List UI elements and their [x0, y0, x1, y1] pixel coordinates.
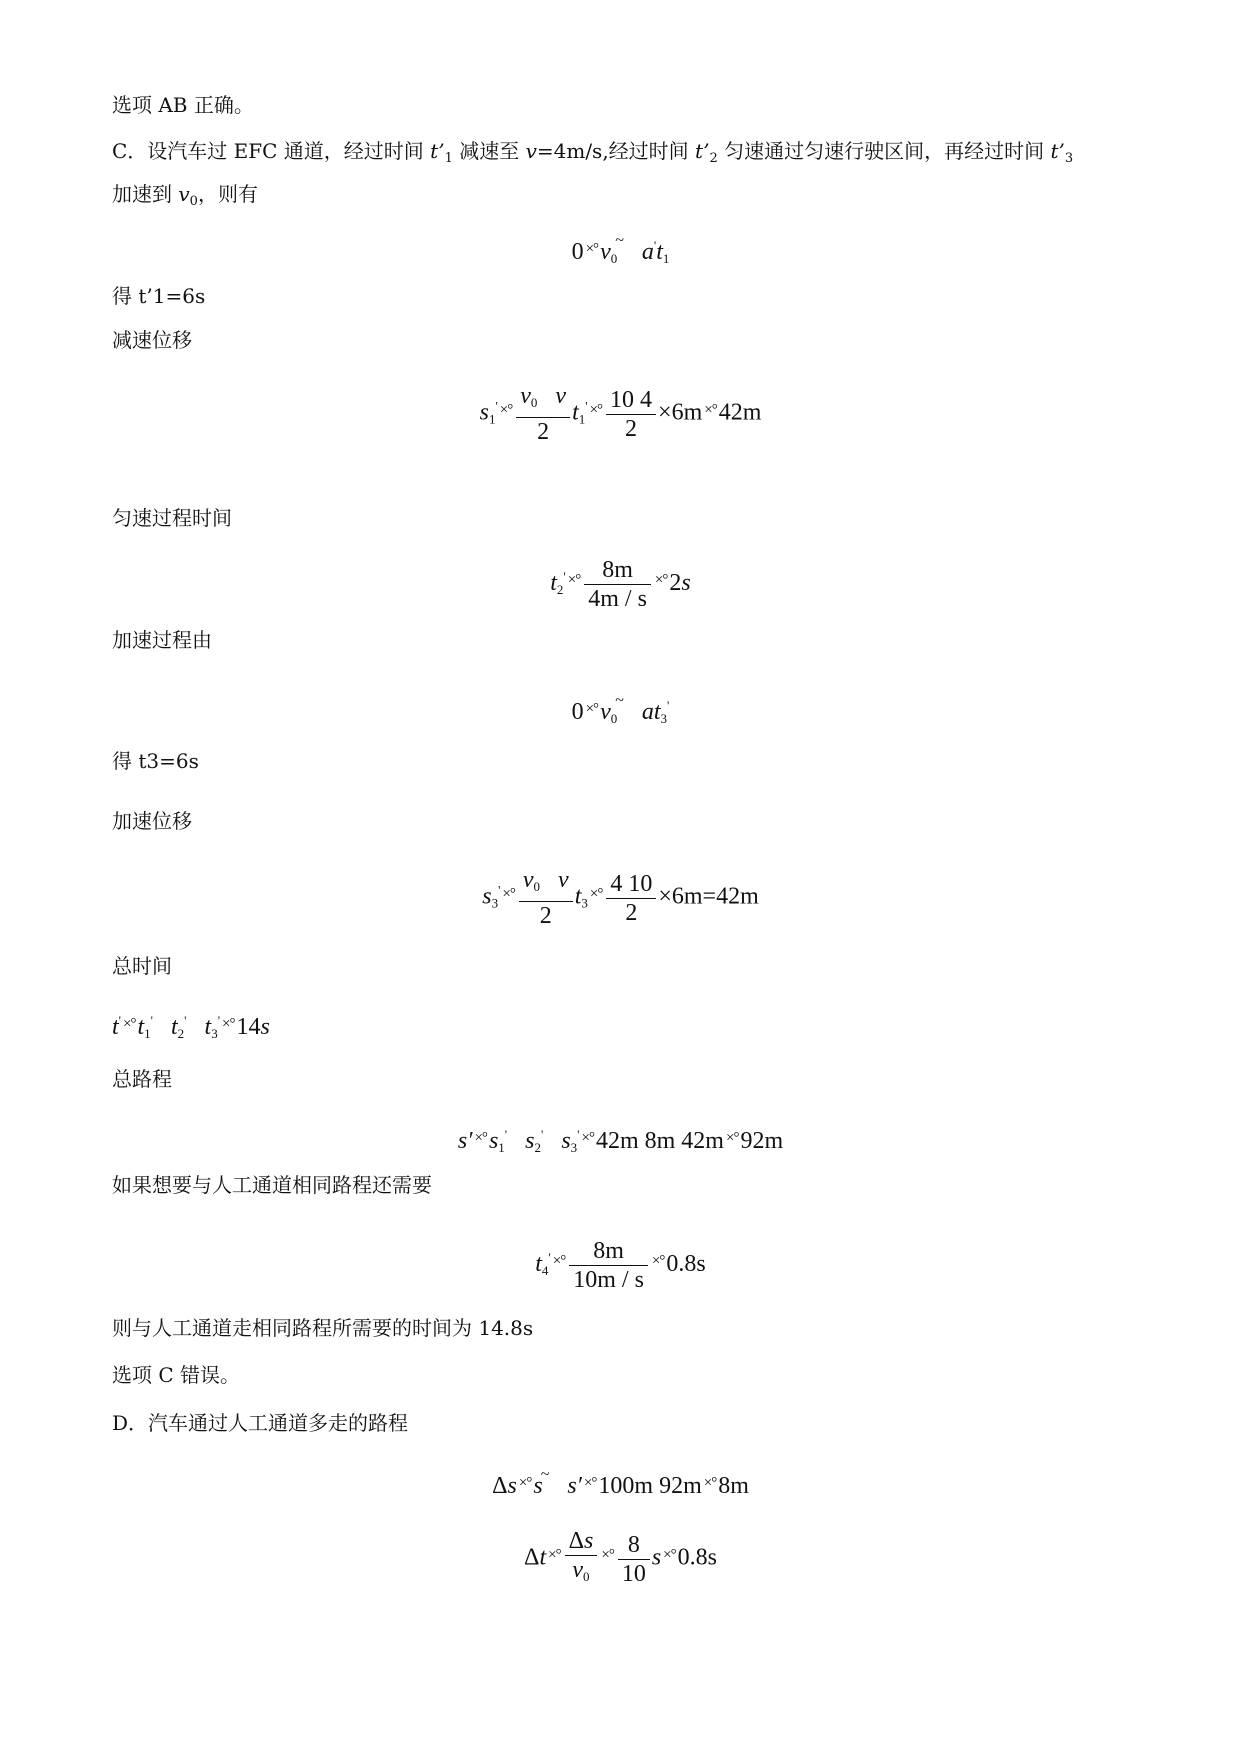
text-line: 得 t’1=6s [112, 284, 206, 308]
text-line: 加速位移 [112, 809, 192, 833]
text-line: 减速位移 [112, 328, 192, 352]
var-v: v [525, 139, 537, 163]
text-segment: C．设汽车过 EFC 通道，经过时间 [112, 139, 431, 163]
equation-4: 0 $^{\times^\circ}v_0^\sim$ $at_3'$ [571, 692, 670, 726]
text-line: 加速过程由 [112, 628, 212, 652]
equation-9: Δs ×°s~ s′ ×°100m 92m ×°8m [492, 1466, 749, 1499]
equation-2: $s_1'$ ×° $\frac{v_0 v}{2}$ $t_1'$ ×° $\frac{10 4}{2}$ ×6m ×°42m [479, 383, 762, 445]
text-line: 加速到 $v_0$，则有 [112, 182, 258, 209]
var-t2: t’ [695, 139, 710, 163]
text-line-option-d: D．汽车通过人工通道多走的路程 [112, 1411, 409, 1435]
text-line: 选项 C 错误。 [112, 1363, 241, 1387]
fraction: $\frac{10 4}{2}$ [606, 386, 656, 443]
var-t3: t’ [1050, 139, 1065, 163]
equation-8: $t_4'$ ×° $\frac{8m}{10m / s}$ ×°0.8s [535, 1238, 706, 1293]
text-line: 总路程 [112, 1067, 172, 1091]
text-line: 则与人工通道走相同路程所需要的时间为 14.8s [112, 1316, 534, 1340]
text-line: 总时间 [112, 954, 172, 978]
text-line: 得 t3=6s [112, 749, 199, 773]
text-line: 选项 AB 正确。 [112, 93, 254, 117]
equation-5: $s_3'$ ×° $\frac{v_0 v}{2}$ $t_3^{\times^\circ}$ $\frac{4 10}{2}$ ×6m=42m [482, 867, 759, 929]
fraction: $\frac{8}{10}$ [618, 1531, 650, 1588]
fraction: $\frac{4 10}{2}$ [606, 870, 656, 927]
var-v0: v [178, 182, 190, 206]
text-segment: 匀速通过匀速行驶区间，再经过时间 [724, 139, 1051, 163]
var-t1: t’ [430, 139, 445, 163]
equation-10: Δt ×° $\frac{\Delta s}{v_0}$ ×° $\frac{8}{10}$ s ×°0.8s [0, 1527, 1241, 1591]
equation-6: t' $^{\times^\circ}t_1'$ $t_2'$ $t_3'$ ×°14s [112, 1013, 270, 1041]
fraction: $\frac{8m}{10m / s}$ [569, 1237, 648, 1294]
text-line-option-c: C．设汽车过 EFC 通道，经过时间 $t’_1$ 减速至 v=4m/s,经过时间 $t’_2$ 匀速通过匀速行驶区间，再经过时间 $t’_3$ [112, 139, 1074, 166]
equation-7: s′ $^{\times^\circ}s_1'$ $s_2'$ $s_3'$ ×°42m 8m 42m ×°92m [457, 1127, 784, 1155]
equation-1: 0 $^{\times^\circ}v_0^\sim$ $a't_1$ [571, 232, 670, 266]
text-segment: 减速至 [459, 139, 526, 163]
text-line: 匀速过程时间 [112, 506, 232, 530]
fraction: $\frac{v_0 v}{2}$ [519, 866, 573, 930]
equation-3: $t_2'$ ×° $\frac{8m}{4m / s}$ ×°2s [550, 557, 691, 612]
fraction: $\frac{\Delta s}{v_0}$ [565, 1527, 598, 1591]
eq-term: 0 [571, 239, 584, 265]
fraction: $\frac{v_0 v}{2}$ [516, 382, 570, 446]
fraction: $\frac{8m}{4m / s}$ [584, 556, 651, 613]
text-segment: 加速到 [112, 182, 179, 206]
text-segment: =4m/s,经过时间 [536, 139, 696, 163]
text-segment: ，则有 [197, 182, 258, 206]
text-line: 如果想要与人工通道相同路程还需要 [112, 1173, 432, 1197]
